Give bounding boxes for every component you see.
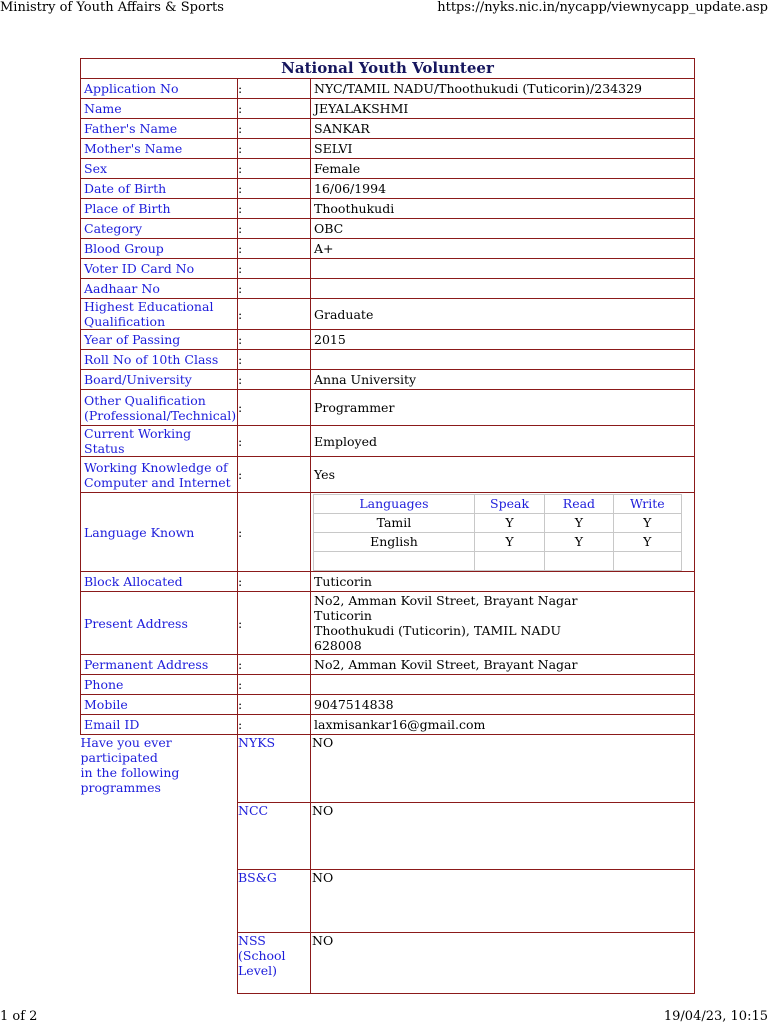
- year-of-passing-value: 2015: [311, 330, 695, 350]
- aadhaar-value: [311, 279, 695, 299]
- field-separator: :: [238, 695, 311, 715]
- table-row: [81, 159, 695, 179]
- other-qualification-value: Programmer: [311, 390, 695, 426]
- programme-name: NCC: [238, 803, 311, 870]
- field-separator: :: [238, 493, 311, 572]
- field-separator: :: [238, 457, 311, 493]
- date-of-birth-value: 16/06/1994: [311, 179, 695, 199]
- mothers-name-value: SELVI: [311, 139, 695, 159]
- language-read: [545, 551, 613, 570]
- table-row: [81, 99, 695, 119]
- page-count: 1 of 2: [0, 1009, 38, 1024]
- language-write: [613, 551, 681, 570]
- blood-group-value: A+: [311, 239, 695, 259]
- field-label: Block Allocated: [81, 572, 238, 592]
- table-row: [81, 219, 695, 239]
- field-separator: :: [238, 592, 311, 655]
- programme-value: NO: [311, 933, 695, 994]
- table-row: [81, 239, 695, 259]
- field-separator: :: [238, 179, 311, 199]
- field-separator: :: [238, 655, 311, 675]
- table-row: [81, 330, 695, 350]
- language-write: Y: [613, 532, 681, 551]
- language-row: [314, 513, 682, 532]
- table-row: [81, 655, 695, 675]
- field-label: Current Working Status: [81, 426, 238, 457]
- browser-header-title: Ministry of Youth Affairs & Sports: [0, 0, 224, 15]
- language-row: [314, 532, 682, 551]
- table-row: [81, 715, 695, 735]
- language-header-row: [314, 494, 682, 513]
- field-label: Highest Educational Qualification: [81, 299, 238, 330]
- programme-value: NO: [311, 735, 695, 803]
- field-label: Mobile: [81, 695, 238, 715]
- table-row: [81, 179, 695, 199]
- table-row: [81, 299, 695, 330]
- mobile-value: 9047514838: [311, 695, 695, 715]
- language-header: Write: [613, 494, 681, 513]
- table-row: [81, 350, 695, 370]
- present-address-value: No2, Amman Kovil Street, Brayant Nagar Tuticorin Thoothukudi (Tuticorin), TAMIL NADU 628008: [311, 592, 695, 655]
- language-name: [314, 551, 475, 570]
- language-header: Read: [545, 494, 613, 513]
- field-separator: :: [238, 350, 311, 370]
- table-row: [81, 79, 695, 99]
- field-label: Phone: [81, 675, 238, 695]
- field-label: Year of Passing: [81, 330, 238, 350]
- table-row: [81, 675, 695, 695]
- name-value: JEYALAKSHMI: [311, 99, 695, 119]
- sex-value: Female: [311, 159, 695, 179]
- category-value: OBC: [311, 219, 695, 239]
- working-status-value: Employed: [311, 426, 695, 457]
- field-separator: :: [238, 79, 311, 99]
- programme-name: NSS (School Level): [238, 933, 311, 994]
- language-name: English: [314, 532, 475, 551]
- print-timestamp: 19/04/23, 10:15: [663, 1009, 768, 1024]
- field-separator: :: [238, 219, 311, 239]
- field-separator: :: [238, 370, 311, 390]
- field-label: Date of Birth: [81, 179, 238, 199]
- table-row: [81, 139, 695, 159]
- field-label: Aadhaar No: [81, 279, 238, 299]
- field-label: Place of Birth: [81, 199, 238, 219]
- programme-name: NYKS: [238, 735, 311, 803]
- language-speak: [474, 551, 544, 570]
- table-row: [81, 592, 695, 655]
- programme-name: BS&G: [238, 870, 311, 933]
- field-separator: :: [238, 259, 311, 279]
- field-separator: :: [238, 572, 311, 592]
- field-label: Other Qualification (Professional/Technical): [81, 390, 238, 426]
- table-row: [81, 572, 695, 592]
- field-label: Language Known: [81, 493, 238, 572]
- field-label: Voter ID Card No: [81, 259, 238, 279]
- table-row: [81, 119, 695, 139]
- language-read: Y: [545, 513, 613, 532]
- field-separator: :: [238, 199, 311, 219]
- language-speak: Y: [474, 513, 544, 532]
- place-of-birth-value: Thoothukudi: [311, 199, 695, 219]
- field-separator: :: [238, 330, 311, 350]
- language-table: [313, 494, 682, 571]
- field-separator: :: [238, 426, 311, 457]
- field-label: Roll No of 10th Class: [81, 350, 238, 370]
- table-row: [81, 695, 695, 715]
- field-label: Sex: [81, 159, 238, 179]
- table-row: [81, 370, 695, 390]
- language-header: Languages: [314, 494, 475, 513]
- field-separator: :: [238, 715, 311, 735]
- field-separator: :: [238, 119, 311, 139]
- language-cell: [311, 493, 695, 572]
- language-name: Tamil: [314, 513, 475, 532]
- phone-value: [311, 675, 695, 695]
- programme-row: [81, 735, 695, 803]
- computer-knowledge-value: Yes: [311, 457, 695, 493]
- field-separator: :: [238, 159, 311, 179]
- table-row: [81, 426, 695, 457]
- field-separator: :: [238, 279, 311, 299]
- field-separator: :: [238, 239, 311, 259]
- form-title: National Youth Volunteer: [81, 59, 695, 79]
- table-row: [81, 457, 695, 493]
- browser-header-url: https://nyks.nic.in/nycapp/viewnycapp_update.asp: [437, 0, 768, 15]
- language-header: Speak: [474, 494, 544, 513]
- board-university-value: Anna University: [311, 370, 695, 390]
- qualification-value: Graduate: [311, 299, 695, 330]
- field-label: Board/University: [81, 370, 238, 390]
- field-label: Email ID: [81, 715, 238, 735]
- field-separator: :: [238, 139, 311, 159]
- fathers-name-value: SANKAR: [311, 119, 695, 139]
- table-row: [81, 279, 695, 299]
- field-separator: :: [238, 299, 311, 330]
- table-row: [81, 259, 695, 279]
- block-allocated-value: Tuticorin: [311, 572, 695, 592]
- language-speak: Y: [474, 532, 544, 551]
- table-row: [81, 493, 695, 572]
- language-read: Y: [545, 532, 613, 551]
- field-label: Name: [81, 99, 238, 119]
- application-no-value: NYC/TAMIL NADU/Thoothukudi (Tuticorin)/234329: [311, 79, 695, 99]
- field-label: Mother's Name: [81, 139, 238, 159]
- field-label: Working Knowledge of Computer and Internet: [81, 457, 238, 493]
- volunteer-form-table: [80, 58, 695, 994]
- field-label: Father's Name: [81, 119, 238, 139]
- table-row: [81, 199, 695, 219]
- field-label: Category: [81, 219, 238, 239]
- roll-no-value: [311, 350, 695, 370]
- field-separator: :: [238, 390, 311, 426]
- permanent-address-value: No2, Amman Kovil Street, Brayant Nagar: [311, 655, 695, 675]
- programme-value: NO: [311, 870, 695, 933]
- voter-id-value: [311, 259, 695, 279]
- email-value: laxmisankar16@gmail.com: [311, 715, 695, 735]
- field-separator: :: [238, 675, 311, 695]
- field-separator: :: [238, 99, 311, 119]
- language-row: [314, 551, 682, 570]
- programmes-label: Have you ever participated in the following programmes: [81, 735, 238, 994]
- field-label: Blood Group: [81, 239, 238, 259]
- table-row: [81, 390, 695, 426]
- field-label: Present Address: [81, 592, 238, 655]
- field-label: Application No: [81, 79, 238, 99]
- programme-value: NO: [311, 803, 695, 870]
- language-write: Y: [613, 513, 681, 532]
- field-label: Permanent Address: [81, 655, 238, 675]
